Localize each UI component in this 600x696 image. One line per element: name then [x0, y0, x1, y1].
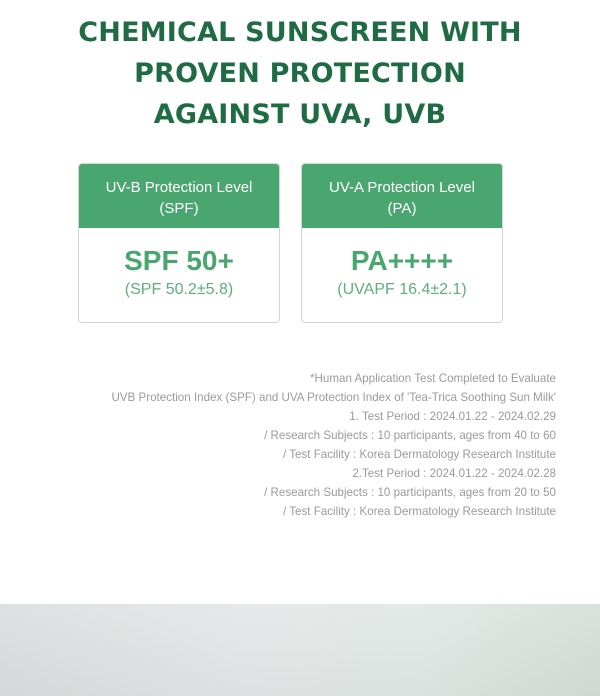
uva-card-subtitle: (PA) [387, 200, 417, 217]
pa-value: PA++++ [350, 245, 454, 276]
uvb-card-title: UV-B Protection Level [105, 179, 253, 196]
note-line: / Research Subjects : 10 participants, ages from 20 to 50 [264, 486, 556, 499]
uvb-card-header [79, 164, 279, 228]
note-line: 2.Test Period : 2024.01.22 - 2024.02.28 [352, 467, 556, 480]
headline-line-1: CHEMICAL SUNSCREEN WITH [78, 17, 522, 48]
spf-detail: (SPF 50.2±5.8) [124, 281, 234, 298]
product-photo-band [0, 604, 600, 696]
note-line: UVB Protection Index (SPF) and UVA Protection Index of 'Tea-Trica Soothing Sun Milk' [111, 391, 556, 404]
headline-line-2: PROVEN PROTECTION [134, 58, 466, 89]
spf-value: SPF 50+ [124, 245, 234, 276]
note-line: / Test Facility : Korea Dermatology Research Institute [283, 505, 556, 518]
test-notes [111, 369, 556, 521]
note-line: / Research Subjects : 10 participants, ages from 40 to 60 [264, 429, 556, 442]
note-line: *Human Application Test Completed to Evaluate [310, 372, 556, 385]
headline-line-3: AGAINST UVA, UVB [153, 99, 447, 130]
uva-card-title: UV-A Protection Level [329, 179, 475, 196]
uva-card-header [302, 164, 502, 228]
uvb-protection-card [78, 163, 280, 323]
pa-detail: (UVAPF 16.4±2.1) [337, 281, 467, 298]
note-line: 1. Test Period : 2024.01.22 - 2024.02.29 [349, 410, 556, 423]
headline [0, 12, 600, 135]
uvb-card-subtitle: (SPF) [159, 200, 199, 217]
note-line: / Test Facility : Korea Dermatology Research Institute [283, 448, 556, 461]
uva-protection-card [301, 163, 503, 323]
